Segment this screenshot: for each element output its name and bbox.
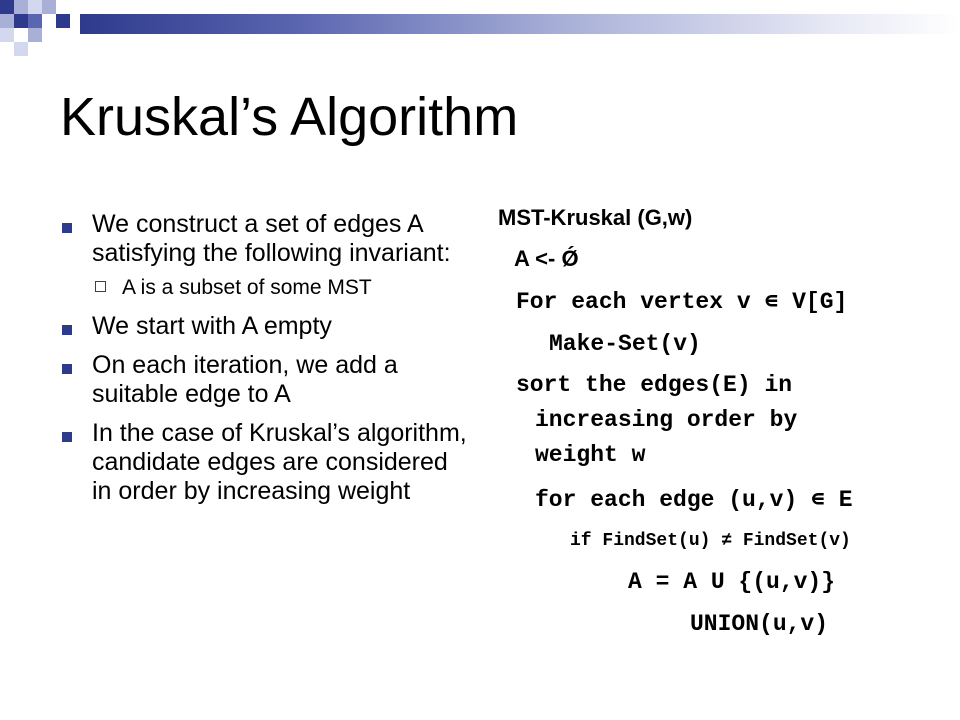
deco-square bbox=[28, 28, 42, 42]
code-sort-line: weight w bbox=[535, 442, 646, 468]
code-make-set: Make-Set(v) bbox=[549, 331, 701, 357]
deco-square bbox=[42, 0, 56, 14]
bullet-text: On each iteration, we add a suitable edge to A bbox=[92, 351, 398, 408]
header-gradient-bar bbox=[80, 14, 960, 34]
deco-square bbox=[28, 0, 42, 14]
sub-bullet-text: A is a subset of some MST bbox=[122, 276, 372, 299]
code-assign: A = A U {(u,v)} bbox=[628, 569, 836, 595]
bullet-list bbox=[60, 210, 470, 516]
code-for-edge: for each edge (u,v) ∊ E bbox=[535, 487, 853, 513]
deco-square bbox=[56, 14, 70, 28]
deco-square bbox=[14, 42, 28, 56]
deco-square bbox=[0, 14, 14, 28]
code-sort-line: sort the edges(E) in bbox=[516, 372, 793, 398]
bullet-item bbox=[60, 210, 470, 268]
bullet-square-icon bbox=[62, 364, 72, 374]
deco-square bbox=[14, 0, 28, 14]
bullet-square-icon bbox=[62, 432, 72, 442]
bullet-item bbox=[60, 351, 470, 409]
deco-square bbox=[14, 14, 28, 28]
sub-bullet-item bbox=[60, 276, 470, 300]
hollow-square-icon bbox=[95, 281, 106, 292]
bullet-text: We construct a set of edges A satisfying the following invariant: bbox=[92, 210, 451, 267]
code-union: UNION(u,v) bbox=[690, 611, 829, 637]
bullet-item bbox=[60, 419, 470, 506]
bullet-square-icon bbox=[62, 223, 72, 233]
deco-square bbox=[28, 14, 42, 28]
bullet-text: We start with A empty bbox=[92, 312, 332, 340]
code-header: MST-Kruskal (G,w) bbox=[498, 205, 693, 230]
code-init: A <- Ǿ bbox=[514, 246, 579, 271]
code-if-line: if FindSet(u) ≠ FindSet(v) bbox=[570, 531, 851, 551]
deco-square bbox=[0, 28, 14, 42]
bullet-text: In the case of Kruskal’s algorithm, candidate edges are considered in order by increasing weight bbox=[92, 419, 467, 505]
bullet-square-icon bbox=[62, 325, 72, 335]
code-for-vertex: For each vertex v ∊ V[G] bbox=[516, 289, 848, 315]
slide-title: Kruskal’s Algorithm bbox=[60, 87, 519, 147]
code-sort-line: increasing order by bbox=[535, 407, 798, 433]
bullet-item bbox=[60, 312, 470, 341]
deco-square bbox=[0, 0, 14, 14]
